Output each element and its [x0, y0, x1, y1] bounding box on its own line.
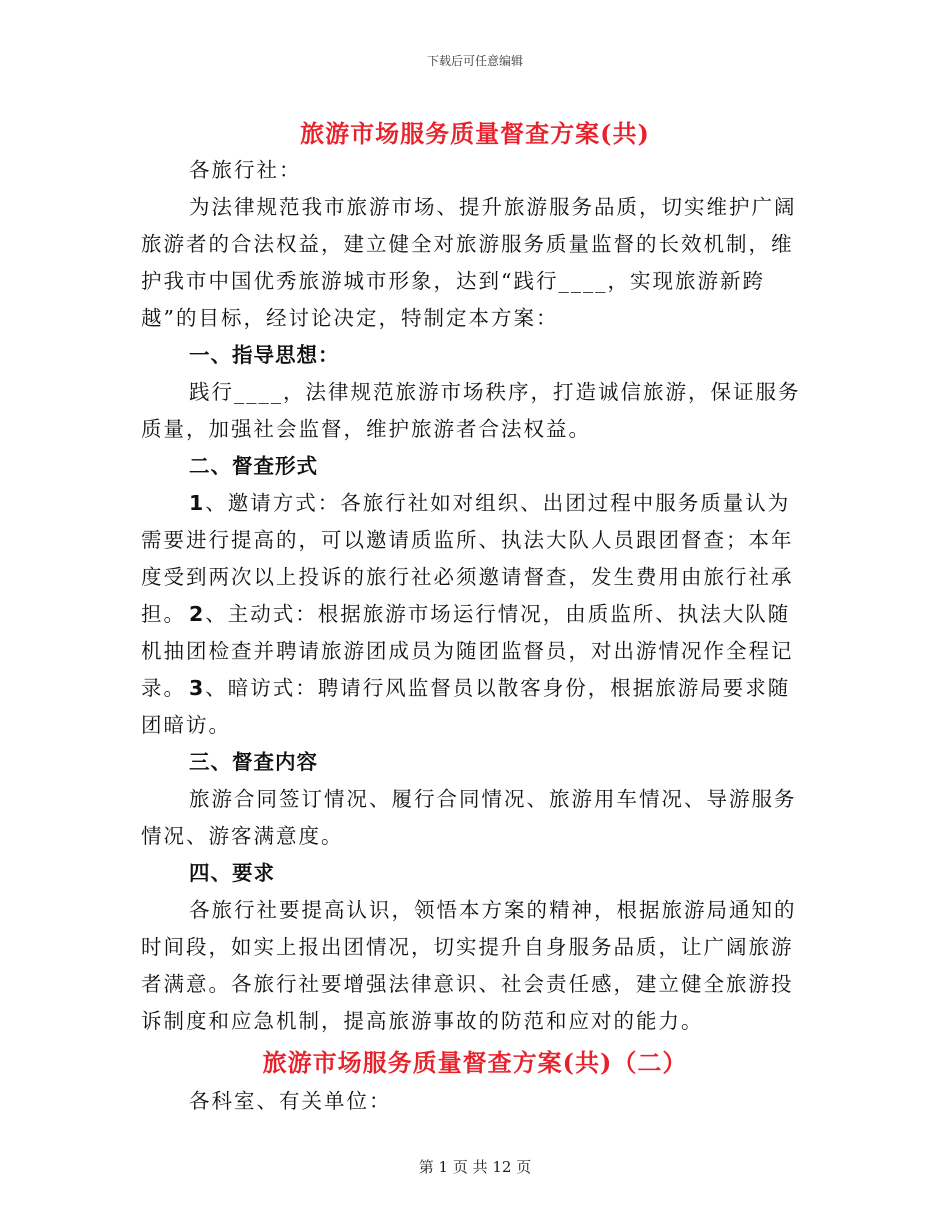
item-text: 、暗访式：聘请行风监督员以散客身份，根据旅游局要求随团暗访。 [141, 676, 791, 737]
guiding-thought-paragraph: 践行____，法律规范旅游市场秩序，打造诚信旅游，保证服务质量，加强社会监督，维护旅游者合法权益。 [141, 380, 801, 441]
item-text: 、邀请方式：各旅行社如对组织、出团过程中服务质量认为需要进行提高的，可以邀请质监所、执法大队人员跟团督查；本年度受到两次以上投诉的旅行社必须邀请督查，发生费用由旅行社承担。 [141, 491, 794, 626]
item-number: 2 [189, 602, 206, 626]
section-heading-requirements: 四、要求 [189, 861, 275, 885]
item-number: 3 [189, 676, 206, 700]
second-salutation: 各科室、有关单位： [189, 1089, 392, 1113]
inspection-form-item-3 [141, 670, 809, 744]
header-note: 下载后可任意编辑 [426, 54, 523, 68]
requirements-paragraph: 各旅行社要提高认识，领悟本方案的精神，根据旅游局通知的时间段，如实上报出团情况，切实提升自身服务品质，让广阔旅游者满意。各旅行社要增强法律意识、社会责任感，建立健全旅游投诉制度和应急机制，提高旅游事故的防范和应对的能力。 [141, 898, 797, 1033]
second-document-title: 旅游市场服务质量督查方案(共)（二） [262, 1048, 688, 1077]
item-text: 、主动式：根据旅游市场运行情况，由质监所、执法大队随机抽团检查并聘请旅游团成员为随团监督员，对出游情况作全程记录。 [141, 602, 794, 700]
section-heading-guiding-thought: 一、指导思想： [189, 343, 340, 367]
salutation: 各旅行社： [189, 158, 302, 182]
item-number: 1 [189, 491, 206, 515]
section-heading-inspection-forms: 二、督查形式 [189, 454, 318, 478]
intro-paragraph: 为法律规范我市旅游市场、提升旅游服务品质，切实维护广阔旅游者的合法权益，建立健全对旅游服务质量监督的长效机制，维护我市中国优秀旅游城市形象，达到“践行____，实现旅游新跨越”的目标，经讨论决定，特制定本方案： [141, 195, 797, 330]
section-heading-inspection-content: 三、督查内容 [189, 750, 318, 774]
document-title: 旅游市场服务质量督查方案(共) [300, 119, 650, 148]
inspection-content-paragraph: 旅游合同签订情况、履行合同情况、旅游用车情况、导游服务情况、游客满意度。 [141, 787, 797, 848]
page-number-footer: 第 1 页 共 12 页 [418, 1158, 532, 1176]
